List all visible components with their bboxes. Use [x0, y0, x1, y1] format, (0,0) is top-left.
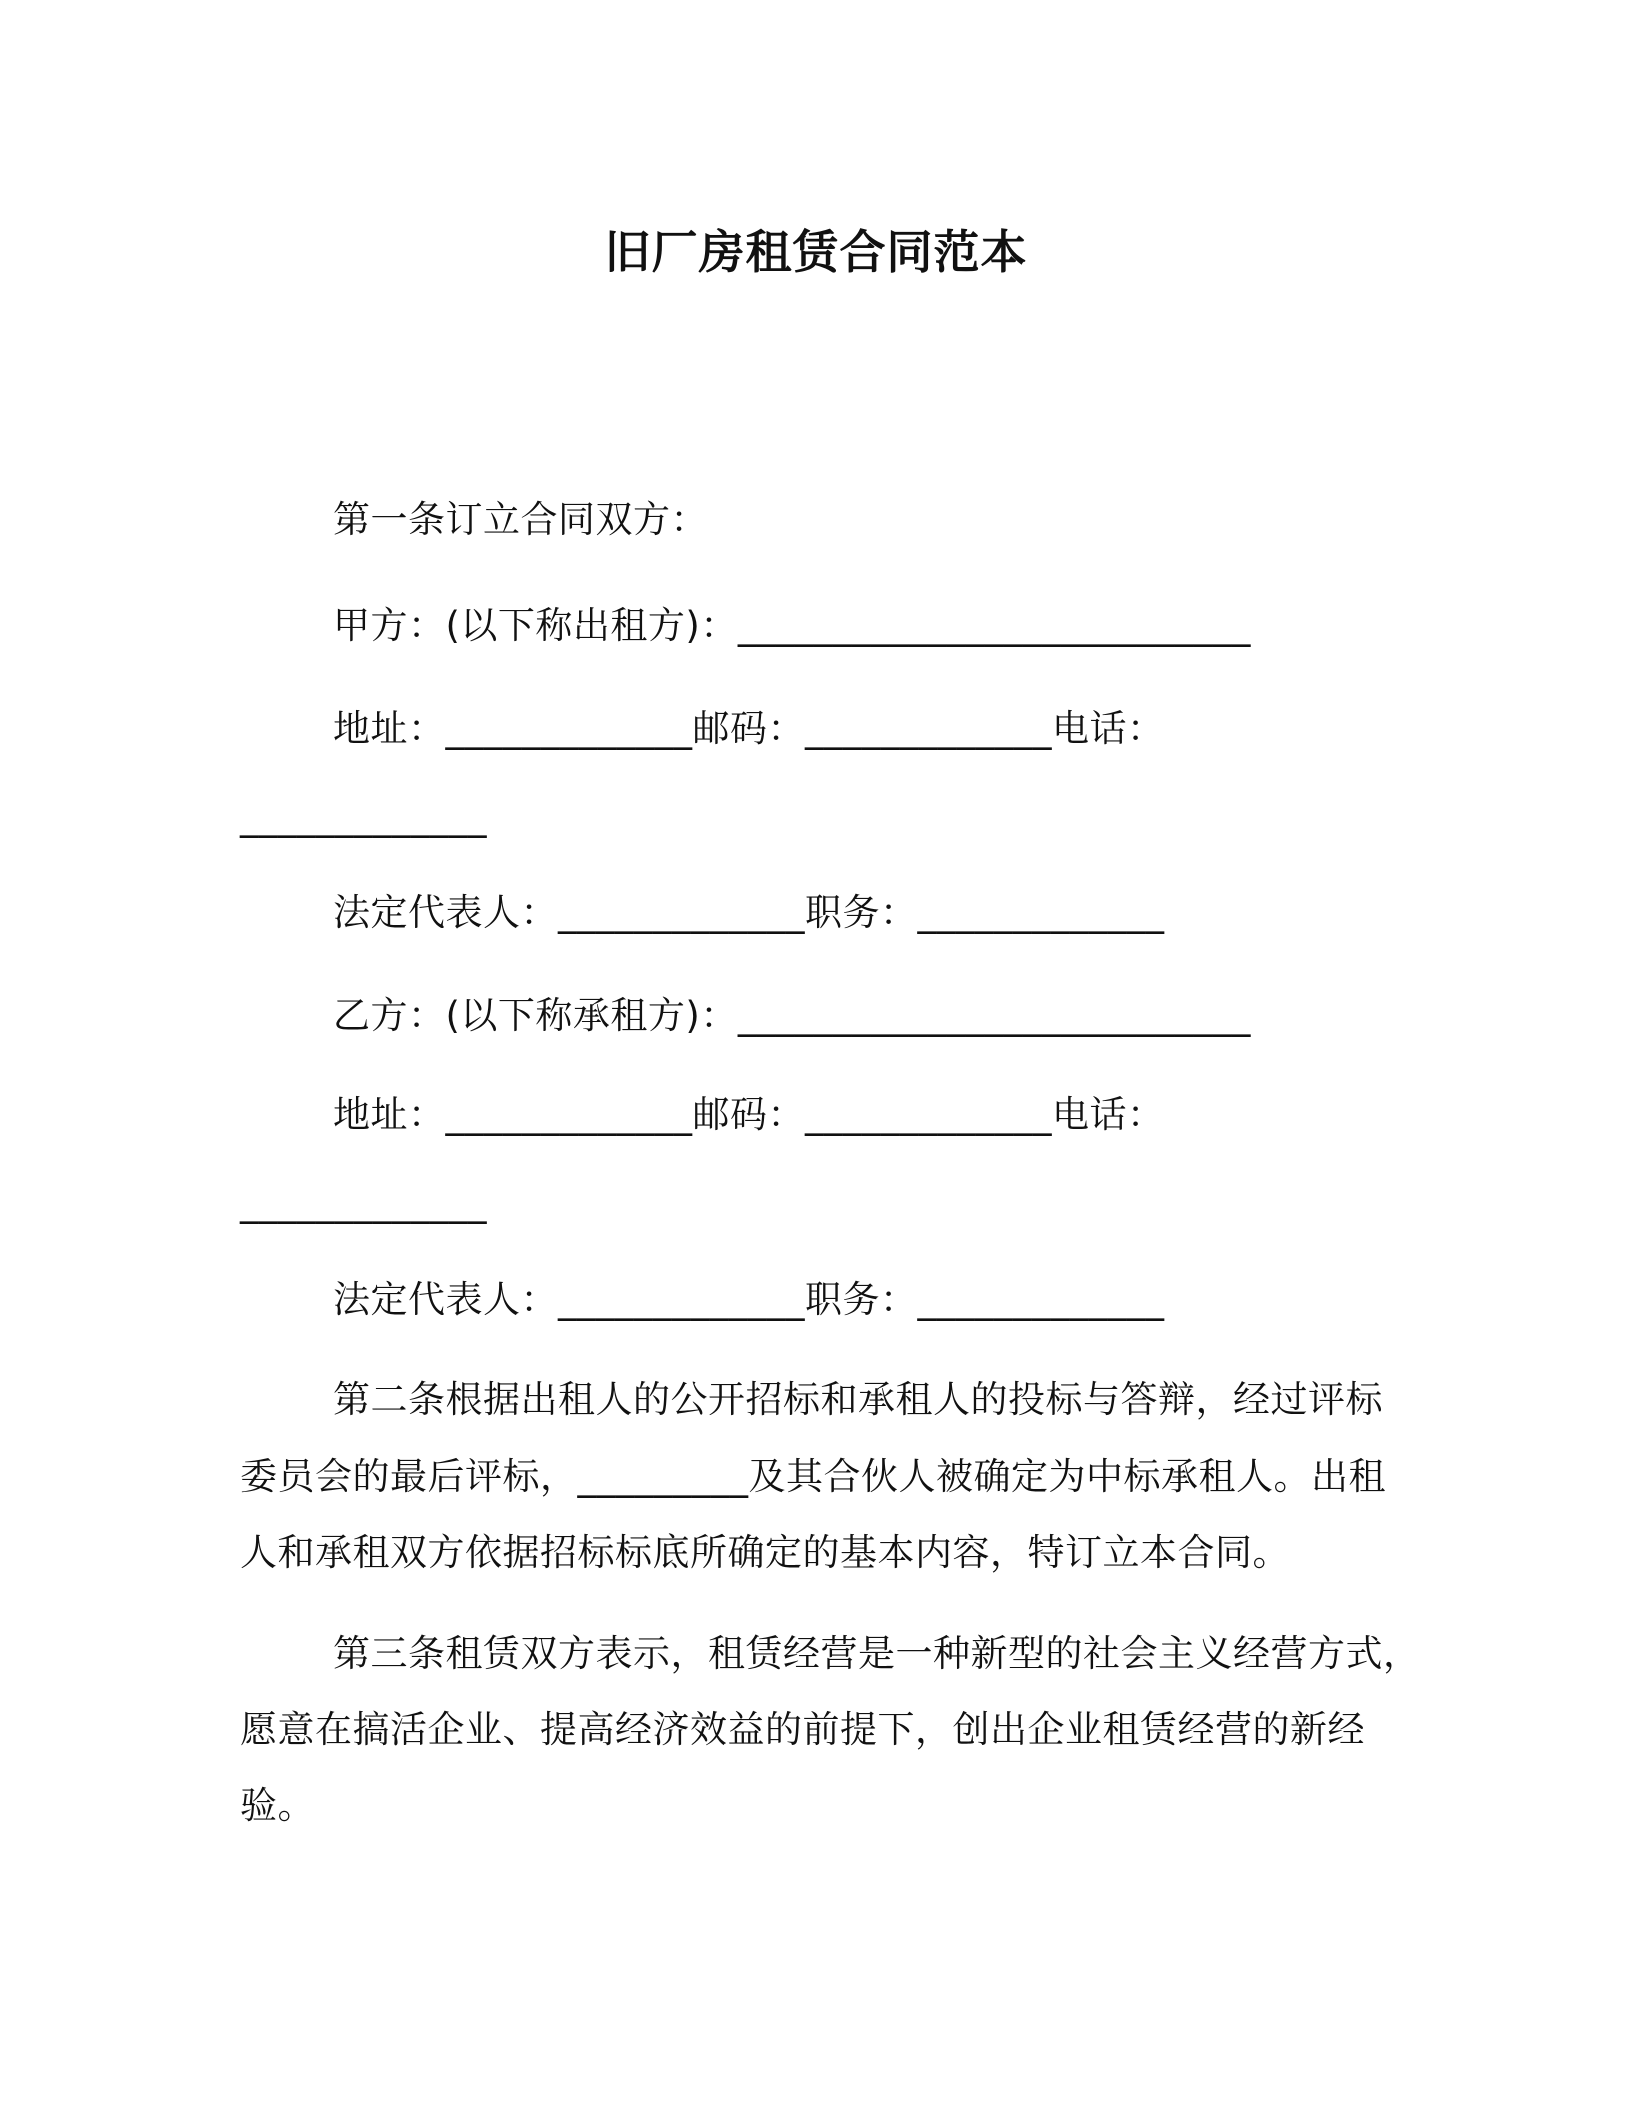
- article-2-line-2: 委员会的最后评标，_________及其合伙人被确定为中标承租人。出租: [240, 1455, 1386, 1498]
- party-a-representative-line: 法定代表人：_____________职务：_____________: [333, 891, 1165, 934]
- party-a-phone-blank: _____________: [240, 795, 487, 838]
- article-1-heading: 第一条订立合同双方：: [333, 498, 708, 541]
- party-a-address-line: 地址：_____________邮码：_____________电话：: [333, 707, 1165, 750]
- party-a-line: 甲方：(以下称出租方)：___________________________: [333, 604, 1251, 647]
- party-b-address-line: 地址：_____________邮码：_____________电话：: [333, 1093, 1165, 1136]
- party-b-line: 乙方：(以下称承租方)：___________________________: [333, 994, 1251, 1037]
- article-3-line-1: 第三条租赁双方表示，租赁经营是一种新型的社会主义经营方式，: [333, 1632, 1421, 1675]
- document-title: 旧厂房租赁合同范本: [604, 225, 1028, 279]
- article-3-line-3: 验。: [240, 1784, 315, 1827]
- party-b-representative-line: 法定代表人：_____________职务：_____________: [333, 1278, 1165, 1321]
- party-b-phone-blank: _____________: [240, 1181, 487, 1224]
- article-2-line-1: 第二条根据出租人的公开招标和承租人的投标与答辩，经过评标: [333, 1378, 1383, 1421]
- article-2-line-3: 人和承租双方依据招标标底所确定的基本内容，特订立本合同。: [240, 1531, 1290, 1574]
- article-3-line-2: 愿意在搞活企业、提高经济效益的前提下，创出企业租赁经营的新经: [240, 1708, 1365, 1751]
